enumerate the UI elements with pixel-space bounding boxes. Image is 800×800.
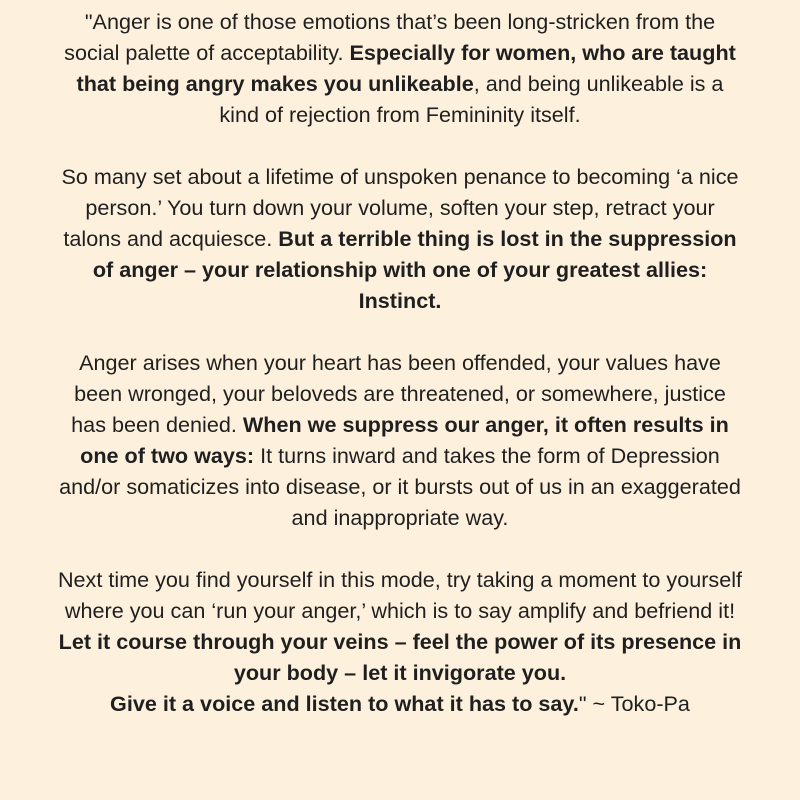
quote-line: [4, 657, 796, 688]
quote-emphasis: of anger – your relationship with one of your greatest allies:: [92, 257, 708, 282]
quote-emphasis: When we suppress our anger, it often results in: [242, 412, 729, 437]
quote-line: Anger arises when your heart has been offended, your values have: [79, 350, 721, 375]
quote-line: [4, 626, 796, 657]
quote-line: [4, 37, 796, 68]
quote-line: person.’ You turn down your volume, soften your step, retract your: [85, 195, 715, 220]
quote-emphasis: Especially for women, who are taught: [349, 40, 736, 65]
quote-line: where you can ‘run your anger,’ which is to say amplify and befriend it!: [64, 598, 736, 623]
quote-emphasis: Let it course through your veins – feel the power of its presence in: [58, 629, 742, 654]
quote-emphasis: Give it a voice and listen to what it has to say.: [110, 691, 579, 716]
quote-line: and/or somaticizes into disease, or it bursts out of us in an exaggerated: [59, 474, 741, 499]
quote-line: kind of rejection from Femininity itself.: [219, 102, 581, 127]
quote-emphasis: that being angry makes you unlikeable: [76, 71, 474, 96]
quote-line: [4, 68, 796, 99]
quote-text: talons and acquiesce.: [63, 226, 279, 251]
quote-line: [4, 440, 796, 471]
quote-emphasis: one of two ways:: [80, 443, 255, 468]
quote-line: [4, 254, 796, 285]
quote-emphasis: your body – let it invigorate you.: [233, 660, 567, 685]
quote-text: has been denied.: [71, 412, 243, 437]
quote-line: [4, 223, 796, 254]
quote-line: "Anger is one of those emotions that’s been long-stricken from the: [84, 9, 716, 34]
quote-line: [4, 409, 796, 440]
quote-line: Next time you find yourself in this mode, try taking a moment to yourself: [57, 567, 743, 592]
quote-text: , and being unlikeable is a: [473, 71, 724, 96]
quote-emphasis: Instinct.: [358, 288, 442, 313]
quote-paragraph-3: [4, 347, 796, 533]
quote-line: So many set about a lifetime of unspoken penance to becoming ‘a nice: [61, 164, 739, 189]
quote-emphasis: But a terrible thing is lost in the suppression: [278, 226, 737, 251]
quote-text: social palette of acceptability.: [64, 40, 350, 65]
quote-paragraph-2: [4, 161, 796, 316]
quote-paragraph-4: [4, 564, 796, 719]
quote-line: been wronged, your beloveds are threatened, or somewhere, justice: [74, 381, 726, 406]
quote-paragraph-1: [4, 6, 796, 130]
quote-text: It turns inward and takes the form of Depression: [254, 443, 720, 468]
quote-line: [4, 285, 796, 316]
quote-text: " ~ Toko-Pa: [578, 691, 690, 716]
quote-line: and inappropriate way.: [291, 505, 509, 530]
quote-attribution-line: [4, 688, 796, 719]
